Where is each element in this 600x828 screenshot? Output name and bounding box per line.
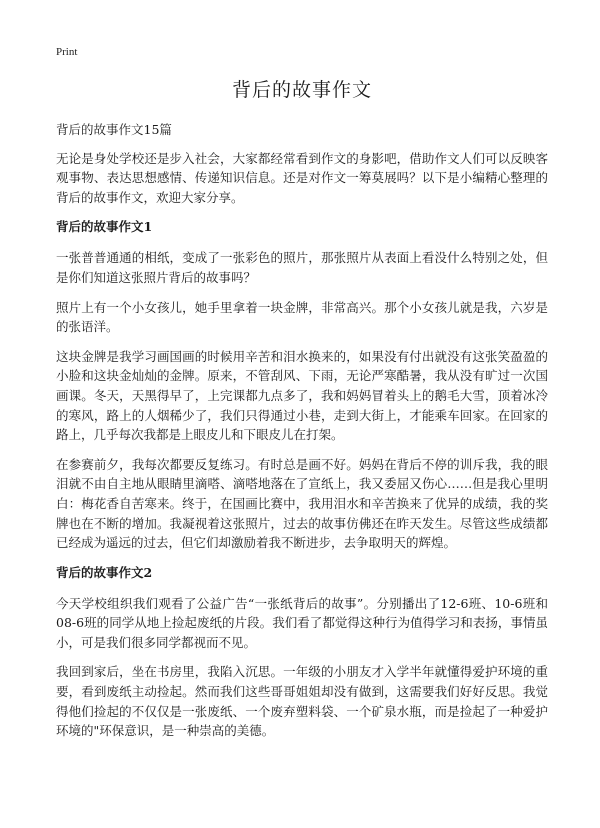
article bbox=[56, 76, 548, 751]
intro-paragraph: 无论是身处学校还是步入社会，大家都经常看到作文的身影吧，借助作文人们可以反映客观事物、表达思想感情、传递知识信息。还是对作文一筹莫展吗？以下是小编精心整理的背后的故事作文，欢迎大家分享。 bbox=[56, 150, 548, 205]
paragraph: 今天学校组织我们观看了公益广告“一张纸背后的故事”。分别播出了12-6班、10-6班和08-6班的同学从地上捡起废纸的片段。我们看了都觉得这种行为值得学习和表扬，事情虽小，可是我们很多同学都视而不见。 bbox=[56, 595, 548, 650]
paragraph: 这块金牌是我学习画国画的时候用辛苦和泪水换来的，如果没有付出就没有这张笑盈盈的小脸和这块金灿灿的金牌。原来，不管刮风、下雨，无论严寒酷暑，我从没有旷过一次国画课。冬天，天黑得早了，上完课都九点多了，我和妈妈冒着头上的鹅毛大雪，顶着冰冷的寒风，路上的人烟稀少了，我们只得通过小巷，走到大街上，才能乘车回家。在回家的路上，几乎每次我都是上眼皮儿和下眼皮儿在打架。 bbox=[56, 348, 548, 443]
section-heading-2: 背后的故事作文2 bbox=[56, 564, 153, 580]
paragraph: 照片上有一个小女孩儿，她手里拿着一块金牌，非常高兴。那个小女孩儿就是我，六岁是的张语洋。 bbox=[56, 299, 548, 335]
paragraph: 在参赛前夕，我每次都要反复练习。有时总是画不好。妈妈在背后不停的训斥我，我的眼泪就不由自主地从眼睛里滴嗒、滴嗒地落在了宣纸上，我又委屈又伤心……但是我心里明白：梅花香自苦寒来。终于，在国画比赛中，我用泪水和辛苦换来了优异的成绩，我的奖牌也在不断的增加。我凝视着这张照片，过去的故事仿佛还在昨天发生。尽管这些成绩都已经成为遥远的过去，但它们却激励着我不断进步，去争取明天的辉煌。 bbox=[56, 456, 548, 551]
section-heading-1: 背后的故事作文1 bbox=[56, 219, 153, 235]
print-link[interactable]: Print bbox=[56, 46, 78, 58]
paragraph: 我回到家后，坐在书房里，我陷入沉思。一年级的小朋友才入学半年就懂得爱护环境的重要，看到废纸主动捡起。然而我们这些哥哥姐姐却没有做到，这需要我们好好反思。我觉得他们捡起的不仅仅是一张废纸、一个废弃塑料袋、一个矿泉水瓶，而是捡起了一种爱护环境的"环保意识，是一种崇高的美德。 bbox=[56, 664, 548, 739]
page-title: 背后的故事作文 bbox=[231, 79, 372, 101]
paragraph: 一张普普通通的相纸，变成了一张彩色的照片，那张照片从表面上看没什么特别之处，但是你们知道这张照片背后的故事吗？ bbox=[56, 250, 548, 285]
article-subtitle: 背后的故事作文15篇 bbox=[56, 122, 172, 137]
